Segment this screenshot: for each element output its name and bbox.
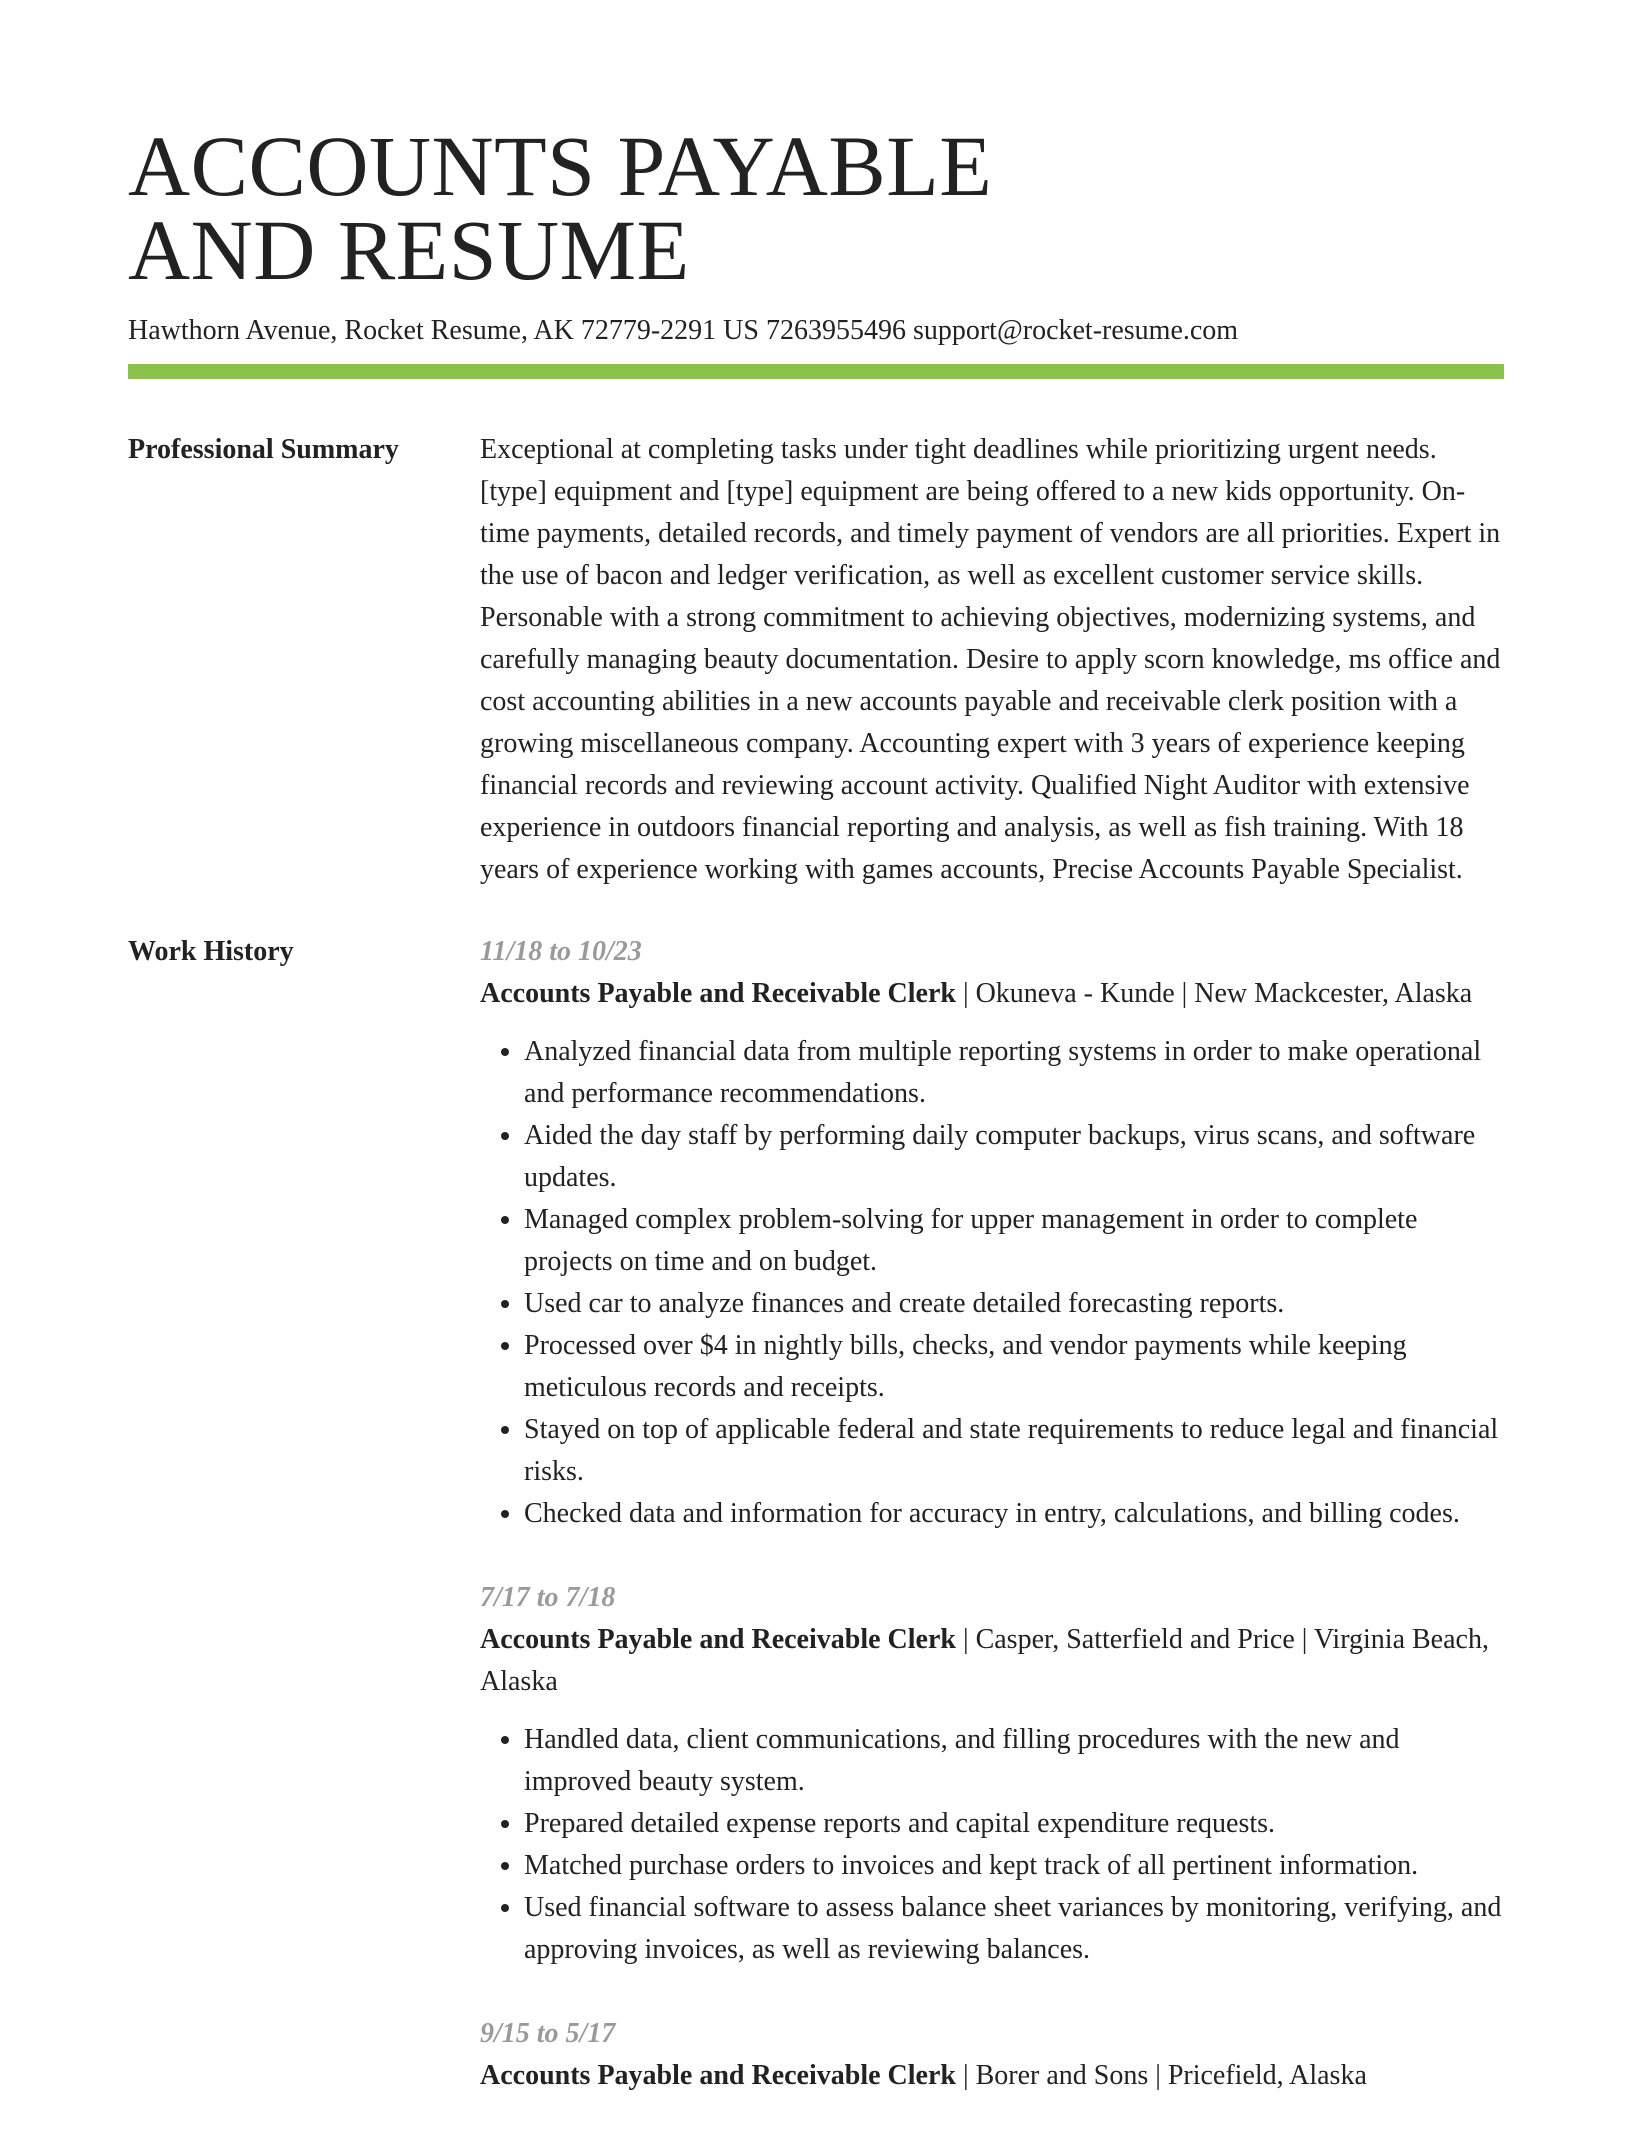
section-title: Work History bbox=[128, 936, 294, 967]
resume-page bbox=[128, 118, 1504, 2139]
job-bullet: • Handled data, client communications, and filling procedures with the new and improved beauty system. bbox=[524, 1719, 1504, 1803]
resume-name-line2: AND RESUME bbox=[128, 202, 690, 298]
job-title: Accounts Payable and Receivable Clerk bbox=[480, 978, 956, 1009]
job-bullet-list bbox=[480, 1719, 1504, 1971]
job-heading bbox=[480, 973, 1504, 1015]
summary-text: Exceptional at completing tasks under tight deadlines while prioritizing urgent needs. [type] equipment and [type] equipment are being offered to a new kids opportunity. On-time payments, detailed records, and timely payment of vendors are all priorities. Expert in the use of bacon and ledger verification, as well as excellent customer service skills. Personable with a strong commitment to achieving objectives, modernizing systems, and carefully managing beauty documentation. Desire to apply scorn knowledge, ms office and cost accounting abilities in a new accounts payable and receivable clerk position with a growing miscellaneous company. Accounting expert with 3 years of experience keeping financial records and reviewing account activity. Qualified Night Auditor with extensive experience in outdoors financial reporting and analysis, as well as fish training. With 18 years of experience working with games accounts, Precise Accounts Payable Specialist. bbox=[480, 434, 1501, 885]
job-bullet: • Matched purchase orders to invoices and kept track of all pertinent information. bbox=[524, 1845, 1504, 1887]
job-bullet: • Aided the day staff by performing daily computer backups, virus scans, and software updates. bbox=[524, 1115, 1504, 1199]
job-bullet: • Used financial software to assess balance sheet variances by monitoring, verifying, and approving invoices, as well as reviewing balances. bbox=[524, 1887, 1504, 1971]
contact-info: Hawthorn Avenue, Rocket Resume, AK 72779-2291 US 7263955496 support@rocket-resume.com bbox=[128, 315, 1239, 346]
job-entry bbox=[480, 931, 1504, 1535]
job-entry bbox=[480, 1577, 1504, 1971]
job-bullet: • Analyzed financial data from multiple reporting systems in order to make operational and performance recommendations. bbox=[524, 1031, 1504, 1115]
resume-name-line1: ACCOUNTS PAYABLE bbox=[128, 118, 993, 214]
job-bullet: • Stayed on top of applicable federal and state requirements to reduce legal and financial risks. bbox=[524, 1409, 1504, 1493]
job-bullet: • Processed over $4 in nightly bills, checks, and vendor payments while keeping meticulous records and receipts. bbox=[524, 1325, 1504, 1409]
job-bullet: • Managed complex problem-solving for upper management in order to complete projects on time and on budget. bbox=[524, 1199, 1504, 1283]
section-body bbox=[480, 429, 1504, 891]
job-dates: 7/17 to 7/18 bbox=[480, 1582, 616, 1613]
professional-summary-section bbox=[128, 429, 1504, 891]
job-title: Accounts Payable and Receivable Clerk bbox=[480, 1624, 956, 1655]
job-bullet: • Checked data and information for accuracy in entry, calculations, and billing codes. bbox=[524, 1493, 1504, 1535]
job-employer-location: | Okuneva - Kunde | New Mackcester, Alaska bbox=[955, 978, 1473, 1009]
job-heading bbox=[480, 2055, 1504, 2097]
resume-name bbox=[128, 118, 1504, 298]
job-dates: 11/18 to 10/23 bbox=[480, 936, 642, 967]
section-title: Professional Summary bbox=[128, 434, 399, 465]
job-bullet-list bbox=[480, 1031, 1504, 1535]
job-dates: 9/15 to 5/17 bbox=[480, 2018, 616, 2049]
job-heading bbox=[480, 1619, 1504, 1703]
job-title: Accounts Payable and Receivable Clerk bbox=[480, 2060, 956, 2091]
job-bullet: • Prepared detailed expense reports and capital expenditure requests. bbox=[524, 1803, 1504, 1845]
work-history-list bbox=[480, 931, 1504, 2139]
job-employer-location: | Casper, Satterfield and Price | Virginia Beach, Alaska bbox=[480, 1624, 1489, 1697]
job-bullet: • Used car to analyze finances and create detailed forecasting reports. bbox=[524, 1283, 1504, 1325]
job-entry bbox=[480, 2013, 1504, 2097]
header-divider bbox=[128, 364, 1504, 379]
job-employer-location: | Borer and Sons | Pricefield, Alaska bbox=[955, 2060, 1367, 2091]
resume-header bbox=[128, 118, 1504, 379]
work-history-section bbox=[128, 931, 1504, 2139]
